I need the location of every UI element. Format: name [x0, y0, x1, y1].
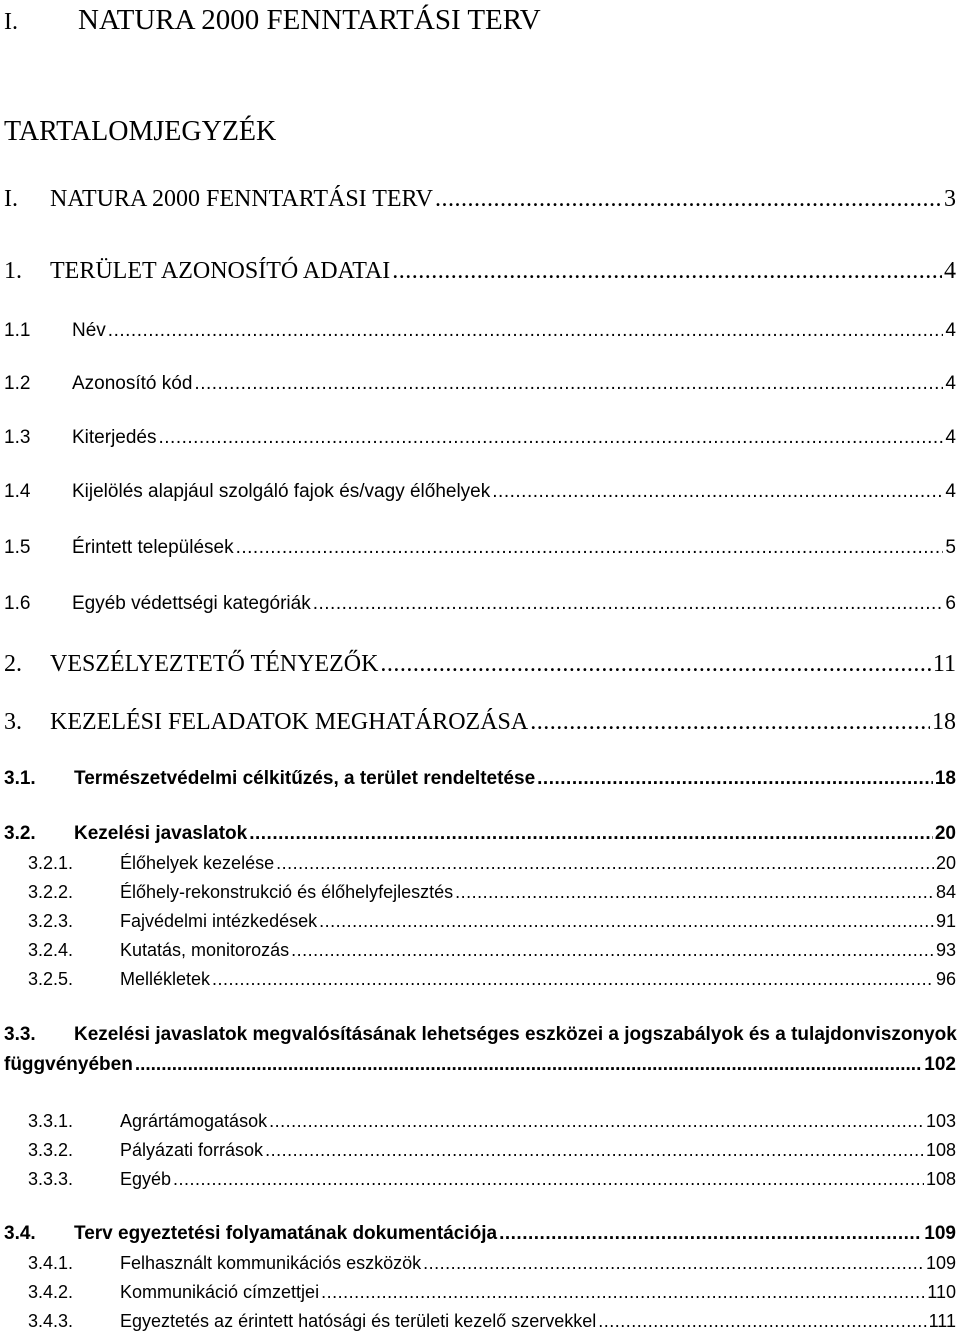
toc-entry[interactable] — [4, 537, 956, 559]
toc-entry-label: Terv egyeztetési folyamatának dokumentációja — [74, 1223, 498, 1244]
toc-entry[interactable] — [4, 481, 956, 503]
toc-entry[interactable] — [28, 969, 956, 990]
dot-leader — [492, 481, 943, 503]
toc-entry[interactable] — [4, 373, 956, 395]
toc-entry-number: 3. — [4, 709, 22, 735]
toc-entry-page: 103 — [925, 1111, 956, 1131]
toc-entry-number: 3.4.3. — [28, 1311, 74, 1331]
toc-entry-label: Felhasznált kommunikációs eszközök — [120, 1253, 422, 1273]
toc-entry-page: 4 — [945, 481, 956, 502]
dot-leader — [159, 427, 944, 449]
toc-entry-number: 3.4.1. — [28, 1253, 74, 1273]
toc-entry-page: 18 — [934, 768, 956, 789]
toc-entry-label: VESZÉLYEZTETŐ TÉNYEZŐK — [50, 651, 379, 677]
toc-entry-page: 111 — [928, 1311, 956, 1331]
toc-entry-number: 1.5 — [4, 537, 31, 558]
toc-entry-number: 1.6 — [4, 593, 31, 614]
header-title: NATURA 2000 FENNTARTÁSI TERV — [78, 4, 541, 36]
toc-entry-label: Azonosító kód — [72, 373, 193, 394]
dot-leader — [530, 709, 930, 736]
toc-entry-number: 3.2.5. — [28, 969, 74, 989]
toc-entry-number: 1.2 — [4, 373, 31, 394]
toc-entry[interactable] — [4, 593, 956, 615]
toc-entry[interactable] — [4, 1223, 956, 1245]
toc-entry-number: 1. — [4, 258, 22, 284]
toc-entry-number: 3.3.2. — [28, 1140, 74, 1160]
toc-entry-number: 3.3.3. — [28, 1169, 74, 1189]
toc-entry-number: 3.2. — [4, 823, 36, 844]
toc-entry-label: Élőhely-rekonstrukció és élőhelyfejlesztés — [120, 882, 454, 902]
dot-leader — [265, 1140, 924, 1161]
dot-leader — [380, 651, 930, 678]
toc-entry-label: Fajvédelmi intézkedések — [120, 911, 318, 931]
toc-entry[interactable] — [28, 1169, 956, 1190]
toc-entry-label: Egyéb védettségi kategóriák — [72, 593, 311, 614]
dot-leader — [276, 853, 934, 874]
dot-leader — [108, 320, 944, 342]
toc-entry[interactable] — [28, 940, 956, 961]
toc-entry-label: Érintett települések — [72, 537, 234, 558]
toc-entry[interactable] — [4, 651, 956, 678]
toc-entry-page: 91 — [935, 911, 956, 931]
toc-entry-label: Pályázati források — [120, 1140, 264, 1160]
toc-entry-number: 3.3. — [4, 1024, 36, 1045]
dot-leader — [455, 882, 934, 903]
toc-entry-label: TERÜLET AZONOSÍTÓ ADATAI — [50, 258, 391, 284]
dot-leader — [321, 1282, 925, 1303]
toc-entry-page: 93 — [935, 940, 956, 960]
toc-entry-label: Élőhelyek kezelése — [120, 853, 275, 873]
toc-entry-page: 3 — [944, 186, 956, 212]
toc-entry[interactable] — [4, 320, 956, 342]
toc-entry-label: KEZELÉSI FELADATOK MEGHATÁROZÁSA — [50, 709, 529, 735]
toc-entry-label: Egyéb — [120, 1169, 172, 1189]
toc-entry[interactable] — [4, 186, 956, 213]
toc-entry-page: 20 — [934, 823, 956, 844]
toc-entry-label: Mellékletek — [120, 969, 211, 989]
dot-leader — [435, 186, 942, 213]
toc-entry-page: 4 — [945, 320, 956, 341]
toc-entry[interactable] — [4, 768, 956, 790]
toc-entry-page: 6 — [945, 593, 956, 614]
toc-entry[interactable] — [28, 1311, 956, 1332]
toc-entry-number: 3.2.4. — [28, 940, 74, 960]
toc-entry-page: 102 — [924, 1054, 956, 1075]
toc-entry-number: 1.3 — [4, 427, 31, 448]
toc-entry-number: 3.1. — [4, 768, 36, 789]
toc-entry-label: Kommunikáció címzettjei — [120, 1282, 320, 1302]
dot-leader — [194, 373, 943, 395]
toc-title: TARTALOMJEGYZÉK — [4, 116, 277, 147]
toc-entry-page: 11 — [932, 651, 956, 677]
toc-entry-label: Kutatás, monitorozás — [120, 940, 290, 960]
toc-entry-number: 3.2.2. — [28, 882, 74, 902]
toc-entry-label: Egyeztetés az érintett hatósági és területi kezelő szervekkel — [120, 1311, 597, 1331]
toc-entry-number: 3.4.2. — [28, 1282, 74, 1302]
toc-entry-page: 108 — [925, 1140, 956, 1160]
dot-leader — [499, 1223, 922, 1245]
toc-entry-page: 109 — [925, 1253, 956, 1273]
toc-entry-number: 1.1 — [4, 320, 31, 341]
dot-leader — [236, 537, 944, 559]
toc-entry[interactable] — [28, 1282, 956, 1303]
dot-leader — [319, 911, 934, 932]
dot-leader — [537, 768, 933, 790]
toc-entry-page: 96 — [935, 969, 956, 989]
dot-leader — [269, 1111, 924, 1132]
toc-entry-label: Természetvédelmi célkitűzés, a terület rendeltetése — [74, 768, 536, 789]
dot-leader — [212, 969, 934, 990]
toc-entry-page: 84 — [935, 882, 956, 902]
toc-entry-page: 109 — [924, 1223, 956, 1244]
toc-entry-page: 4 — [944, 258, 956, 284]
dot-leader — [249, 823, 933, 845]
toc-entry-page: 110 — [927, 1282, 956, 1302]
toc-entry[interactable] — [4, 823, 956, 845]
toc-entry-page: 4 — [945, 427, 956, 448]
header-number: I. — [4, 9, 18, 35]
toc-entry[interactable] — [4, 427, 956, 449]
toc-entry-number: 1.4 — [4, 481, 31, 502]
dot-leader — [291, 940, 934, 961]
dot-leader — [598, 1311, 926, 1332]
toc-entry-page: 5 — [945, 537, 956, 558]
toc-entry-label: Kijelölés alapjául szolgáló fajok és/vagy élőhelyek — [72, 481, 491, 502]
toc-entry-page: 108 — [925, 1169, 956, 1189]
toc-entry-label: Név — [72, 320, 106, 341]
toc-entry-number: 2. — [4, 651, 22, 677]
toc-entry-label-continued: függvényében — [4, 1054, 133, 1075]
toc-entry-number: 3.2.3. — [28, 911, 74, 931]
toc-entry[interactable] — [28, 1111, 956, 1132]
toc-entry-label: Kiterjedés — [72, 427, 157, 448]
page-header — [4, 4, 541, 37]
toc-entry-label: NATURA 2000 FENNTARTÁSI TERV — [50, 186, 433, 212]
toc-entry-page: 20 — [935, 853, 956, 873]
toc-entry[interactable] — [4, 709, 956, 736]
toc-entry-number: 3.3.1. — [28, 1111, 74, 1131]
dot-leader — [173, 1169, 924, 1190]
toc-entry[interactable] — [28, 882, 956, 903]
toc-entry-label: Kezelési javaslatok megvalósításának lehetséges eszközei a jogszabályok és a tulajdonviszonyok — [74, 1024, 957, 1045]
toc-entry[interactable] — [28, 853, 956, 874]
toc-entry[interactable] — [28, 1253, 956, 1274]
dot-leader — [135, 1054, 922, 1076]
toc-entry-number: 3.2.1. — [28, 853, 74, 873]
dot-leader — [392, 258, 942, 285]
toc-entry-page: 4 — [945, 373, 956, 394]
toc-entry-number: I. — [4, 186, 18, 212]
toc-entry[interactable] — [4, 258, 956, 285]
toc-entry[interactable] — [28, 1140, 956, 1161]
toc-entry[interactable] — [4, 1024, 956, 1076]
dot-leader — [423, 1253, 924, 1274]
toc-entry-label: Kezelési javaslatok — [74, 823, 248, 844]
toc-entry-label: Agrártámogatások — [120, 1111, 268, 1131]
toc-entry-number: 3.4. — [4, 1223, 36, 1244]
toc-entry-page: 18 — [932, 709, 956, 735]
toc-entry[interactable] — [28, 911, 956, 932]
dot-leader — [313, 593, 944, 615]
